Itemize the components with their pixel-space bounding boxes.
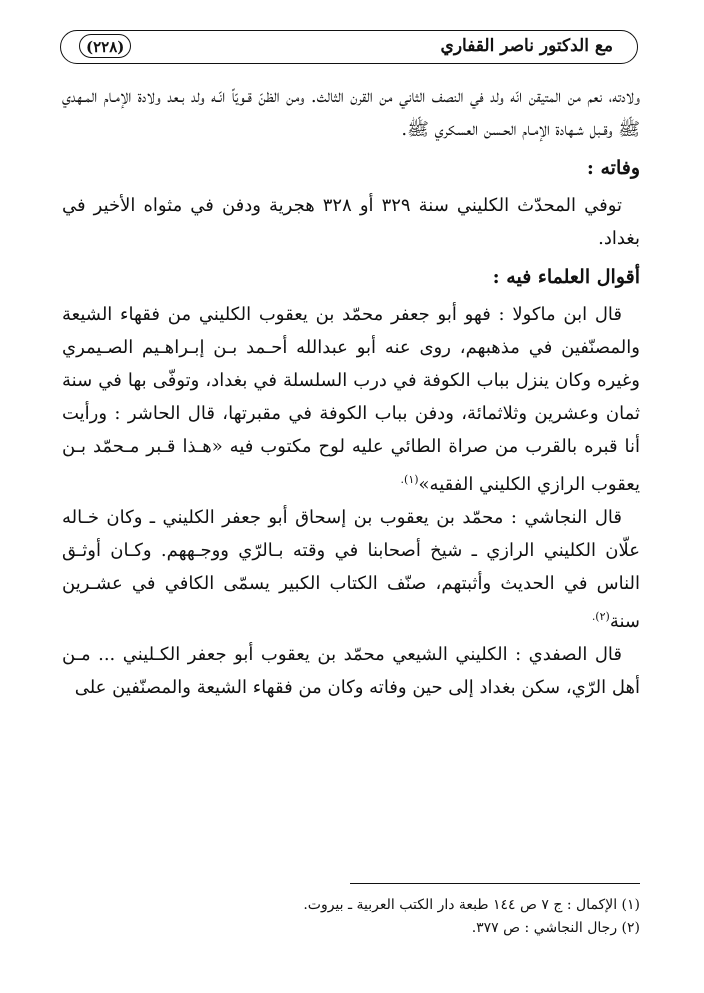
footnote-divider	[350, 883, 640, 884]
paragraph-text: قال النجاشي : محمّد بن يعقوب بن إسحاق أبو جعفر الكليني ـ وكان خـاله علّان الكليني الرازي ـ شيخ أصحابنا في وقته بـالرّي ووجـههم. وكـان أوثـق الناس في الحديث وأثبتهم، صنّف الكتاب الكبير يسمّى الكافي في عشـرين سنة	[62, 507, 640, 632]
paragraph	[62, 298, 640, 501]
paragraph: قال الصفدي : الكليني الشيعي محمّد بن يعقوب أبو جعفر الكـليني ... مـن أهل الرّي، سكن بغداد إلى حين وفاته وكان من فقهاء الشيعة والمصنّفين على	[62, 644, 640, 698]
page-number: (٢٢٨)	[79, 34, 131, 58]
section-heading-scholars: أقوال العلماء فيه :	[492, 266, 640, 288]
running-header	[60, 30, 638, 64]
header-title: مع الدكتور ناصر القفاري	[440, 36, 613, 56]
footnotes	[62, 894, 640, 940]
footnote-ref-2: (٢).	[591, 610, 610, 623]
paragraph: ولادته، نعم من المتيقن انّه ولد في النصف الثاني من القرن الثالث. ومن الظنّ قـويّاً انّـه ولد بـعد ولادة الإمـام المـهدي ﷺ وقـبل شـهادة الإمـام الحـسن العسكري ﷺ.	[62, 86, 640, 140]
section-heading-death: وفاته :	[586, 157, 640, 179]
footnote-ref-1: (١).	[400, 473, 419, 486]
paragraph	[62, 501, 640, 638]
footnote-1: (١) الإكمال : ج ٧ ص ١٤٤ طبعة دار الكتب العربية ـ بيروت.	[303, 897, 640, 913]
main-text	[62, 80, 640, 704]
footnote-2: (٢) رجال النجاشي : ص ٣٧٧.	[471, 920, 640, 936]
paragraph: توفي المحدّث الكليني سنة ٣٢٩ أو ٣٢٨ هجرية ودفن في مثواه الأخير في بغداد.	[62, 195, 640, 249]
paragraph-text: قال ابن ماكولا : فهو أبو جعفر محمّد بن يعقوب الكليني من فقهاء الشيعة والمصنّفين في مذهبهم، روى عنه أبو عبدالله أحـمد بـن إبـراهـيم الصـيمري وغيره وكان ينزل بباب الكوفة في درب السلسلة في بغداد، وتوفّى بها في سنة ثمان وعشرين وثلاثمائة، ودفن بباب الكوفة في مقبرتها، قال الحاشر : ورأيت أنا قبره بالقرب من صراة الطائي عليه لوح مكتوب فيه «هـذا قـبر مـحمّد بـن يعقوب الرازي الكليني الفقيه»	[62, 304, 640, 495]
